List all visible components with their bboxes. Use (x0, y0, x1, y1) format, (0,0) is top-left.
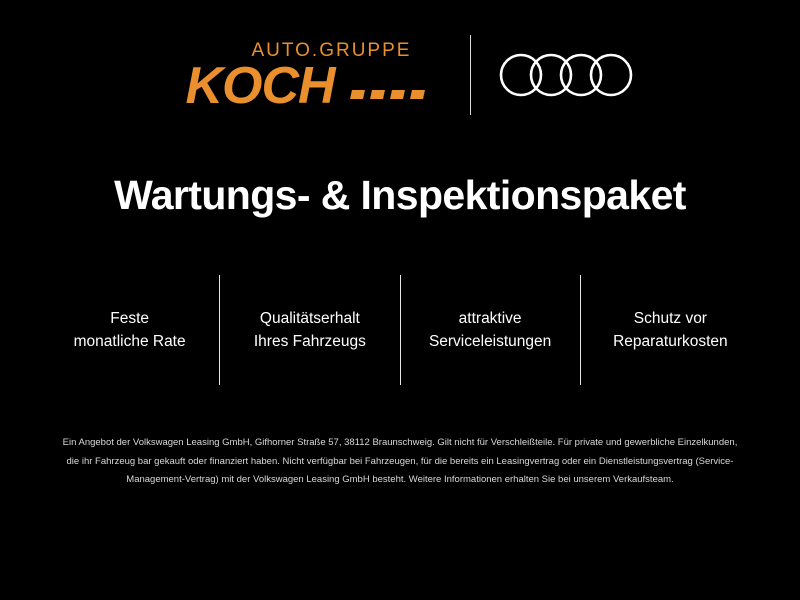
logo-divider (470, 35, 471, 115)
feature-line-2: monatliche Rate (73, 333, 186, 350)
feature-line-1: attraktive (458, 309, 522, 327)
feature-line-1: Schutz vor (633, 309, 707, 327)
feature-item (220, 307, 399, 354)
feature-line-1: Qualitätserhalt (259, 309, 360, 327)
feature-line-2: Serviceleistungen (428, 333, 552, 350)
logo-header (0, 30, 800, 120)
legal-disclaimer: Ein Angebot der Volkswagen Leasing GmbH, Gifhorner Straße 57, 38112 Braunschweig. Gilt nicht für Verschleißteile. Für private und gewerbliche Einzelkunden, die ihr Fahrzeug bar gekauft oder finanziert haben. Nicht verfügbar bei Fahrzeugen, für die bereits ein Leasingvertrag oder ein Dienstleistungsvertrag (Service-Management-Vertrag) mit der Volkswagen Leasing GmbH besteht. Weitere Informationen erhalten Sie bei unserem Verkaufsteam. (62, 437, 738, 486)
feature-item (401, 307, 580, 354)
dealer-logo-tagline: AUTO.GRUPPE (251, 40, 412, 61)
page-title: Wartungs- & Inspektionspaket (114, 172, 686, 218)
feature-line-2: Reparaturkosten (613, 333, 728, 350)
feature-divider (219, 275, 220, 385)
dealer-logo (164, 34, 444, 116)
feature-list (40, 275, 760, 385)
feature-line-2: Ihres Fahrzeugs (253, 333, 366, 350)
feature-divider (580, 275, 581, 385)
dealer-logo-dashes-icon (351, 90, 424, 99)
dealer-logo-name: KOCH (185, 57, 335, 115)
feature-line-1: Feste (110, 309, 149, 327)
audi-rings-icon (497, 50, 637, 100)
feature-divider (400, 275, 401, 385)
brand-block (164, 34, 637, 116)
feature-item (40, 307, 219, 354)
feature-item (581, 307, 760, 354)
